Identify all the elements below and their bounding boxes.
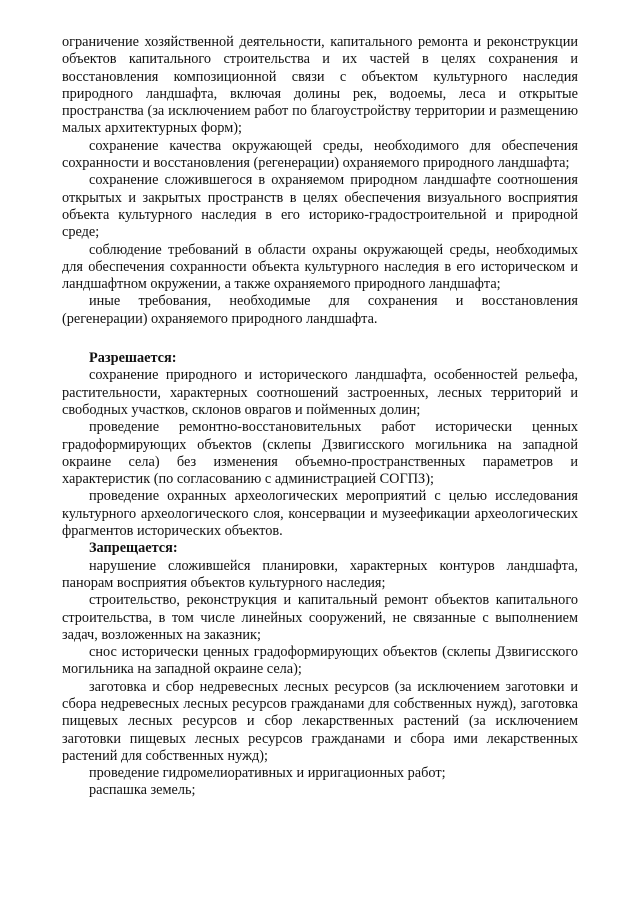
allowed-item: сохранение природного и исторического ландшафта, особенностей рельефа, растительности, характерных соотношений застроенных, лесных территорий и свободных участков, склонов оврагов и пойменных долин; <box>62 367 578 418</box>
section-spacer <box>62 328 578 350</box>
prohibited-item: распашка земель; <box>89 782 196 799</box>
intro-paragraph: соблюдение требований в области охраны окружающей среды, необходимых для обеспечения сохранности объекта культурного наследия в его историческом и ландшафтном окружении, а также охраняемого природного ландшафта; <box>62 241 578 293</box>
prohibited-heading: Запрещается: <box>89 540 178 557</box>
allowed-heading: Разрешается: <box>89 350 177 367</box>
prohibited-item: проведение гидромелиоративных и ирригационных работ; <box>89 765 446 782</box>
intro-paragraph: иные требования, необходимые для сохранения и восстановления (регенерации) охраняемого природного ландшафта. <box>62 293 578 327</box>
allowed-item: проведение охранных археологических мероприятий с целью исследования культурного археологического слоя, консервации и музеефикации археологических фрагментов исторических объектов. <box>62 488 578 540</box>
prohibited-item: снос исторически ценных градоформирующих объектов (склепы Дзвигисского могильника на западной окраине села); <box>62 644 578 678</box>
prohibited-item: заготовка и сбор недревесных лесных ресурсов (за исключением заготовки и сбора недревесных лесных ресурсов гражданами для собственных нужд), заготовка пищевых лесных ресурсов и сбор лекарственных растений (за исключением заготовки пищевых лесных ресурсов гражданами и сбора ими лекарственных растений для собственных нужд); <box>62 678 578 764</box>
intro-paragraph: сохранение сложившегося в охраняемом природном ландшафте соотношения открытых и закрытых пространств в целях обеспечения визуального восприятия объекта культурного наследия в его историко-градостроительной и природной среде; <box>62 172 578 241</box>
intro-paragraph: ограничение хозяйственной деятельности, капитального ремонта и реконструкции объектов капитального строительства и их частей в целях сохранения и восстановления композиционной связи с объектом культурного наследия природного ландшафта, включая долины рек, водоемы, леса и открытые пространства (за исключением работ по благоустройству территории и размещению малых архитектурных форм); <box>62 34 578 137</box>
prohibited-item: нарушение сложившейся планировки, характерных контуров ландшафта, панорам восприятия объектов культурного наследия; <box>62 557 578 591</box>
prohibited-item: строительство, реконструкция и капитальный ремонт объектов капитального строительства, в том числе линейных сооружений, не связанные с выполнением задач, возложенных на заказник; <box>62 592 578 643</box>
allowed-item: проведение ремонтно-восстановительных работ исторически ценных градоформирующих объектов (склепы Дзвигисского могильника на западной окраине села) без изменения объемно-пространственных параметров и характеристик (по согласованию с администрацией СОГПЗ); <box>62 419 578 488</box>
intro-paragraph: сохранение качества окружающей среды, необходимого для обеспечения сохранности и восстановления (регенерации) охраняемого природного ландшафта; <box>62 137 578 172</box>
